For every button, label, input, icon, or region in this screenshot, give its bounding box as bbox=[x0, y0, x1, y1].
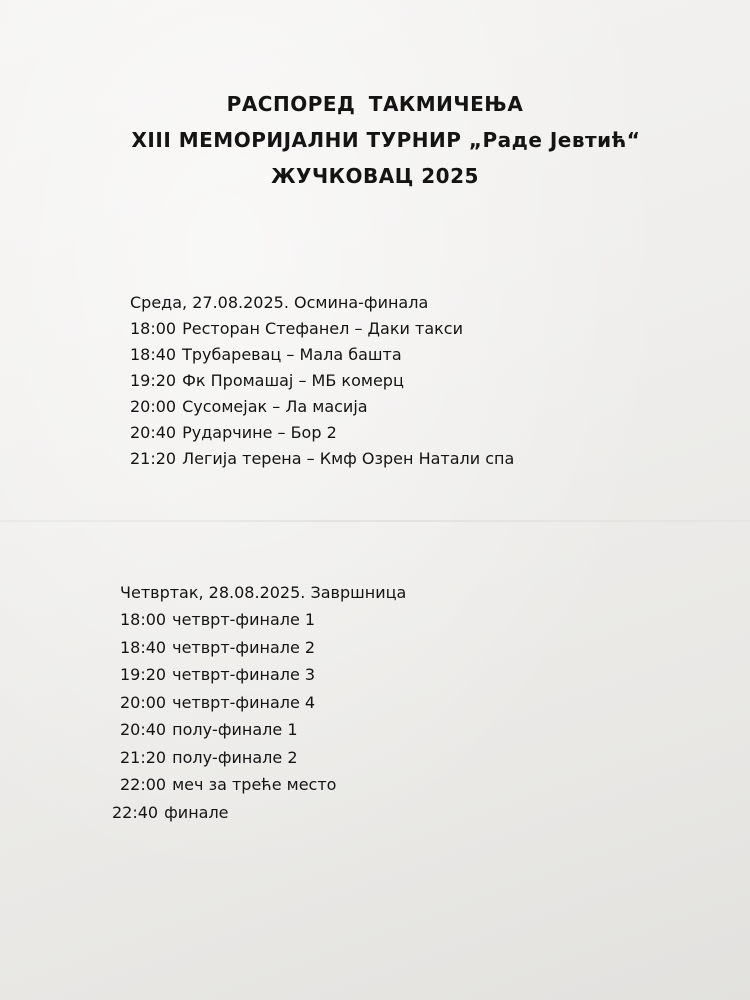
schedule-row bbox=[120, 771, 406, 799]
match-stage: меч за треће место bbox=[172, 775, 337, 794]
schedule-row bbox=[130, 316, 514, 342]
match-time: 20:00 bbox=[120, 692, 167, 712]
schedule-row bbox=[130, 446, 514, 472]
round-of-16-section bbox=[130, 290, 514, 472]
match-stage: четврт-финале 3 bbox=[172, 665, 316, 684]
match-time: 22:40 bbox=[112, 802, 159, 822]
match-time: 18:40 bbox=[120, 637, 167, 657]
schedule-row bbox=[130, 368, 514, 394]
schedule-row bbox=[120, 689, 406, 717]
match-teams: Трубаревац – Мала башта bbox=[182, 345, 402, 364]
match-time: 18:00 bbox=[120, 610, 167, 629]
schedule-row bbox=[120, 634, 406, 662]
schedule-row bbox=[120, 606, 406, 634]
finals-section bbox=[112, 580, 407, 826]
schedule-row bbox=[120, 661, 406, 689]
match-time: 21:20 bbox=[120, 747, 167, 767]
match-stage: четврт-финале 1 bbox=[172, 610, 316, 629]
document-title bbox=[0, 86, 750, 194]
title-line-3: ЖУЧКОВАЦ 2025 bbox=[271, 164, 479, 188]
match-teams: Фк Промашај – МБ комерц bbox=[182, 371, 404, 390]
match-time: 20:40 bbox=[130, 423, 177, 442]
schedule-row bbox=[120, 716, 406, 744]
match-stage: полу-финале 2 bbox=[172, 747, 298, 767]
title-line-2: XIII МЕМОРИЈАЛНИ ТУРНИР „Раде Јевтић“ bbox=[131, 128, 641, 152]
match-teams: Рударчине – Бор 2 bbox=[182, 423, 337, 442]
match-time: 19:20 bbox=[130, 371, 177, 390]
match-time: 20:40 bbox=[120, 720, 167, 739]
schedule-row bbox=[120, 744, 406, 772]
finals-header: Четвртак, 28.08.2025. Завршница bbox=[120, 583, 407, 602]
match-time: 18:00 bbox=[130, 319, 177, 338]
match-time: 18:40 bbox=[130, 345, 177, 364]
match-time: 22:00 bbox=[120, 775, 167, 794]
schedule-row bbox=[130, 420, 514, 446]
schedule-row bbox=[130, 342, 514, 368]
match-teams: Ресторан Стефанел – Даки такси bbox=[182, 319, 463, 338]
title-line-1: РАСПОРЕД ТАКМИЧЕЊА bbox=[226, 92, 524, 116]
schedule-row bbox=[130, 394, 514, 420]
paper-fold-line bbox=[0, 520, 750, 522]
match-teams: Сусомејак – Ла масија bbox=[182, 397, 368, 416]
match-stage: финале bbox=[164, 802, 229, 822]
match-stage: четврт-финале 4 bbox=[172, 692, 316, 712]
match-time: 19:20 bbox=[120, 665, 167, 684]
match-teams: Легија терена – Кмф Озрен Натали спа bbox=[182, 449, 515, 468]
match-stage: полу-финале 1 bbox=[172, 720, 298, 739]
round-of-16-header: Среда, 27.08.2025. Осмина-финала bbox=[130, 293, 429, 312]
schedule-row bbox=[112, 799, 406, 827]
match-stage: четврт-финале 2 bbox=[172, 637, 316, 657]
match-time: 21:20 bbox=[130, 449, 177, 468]
match-time: 20:00 bbox=[130, 397, 177, 416]
